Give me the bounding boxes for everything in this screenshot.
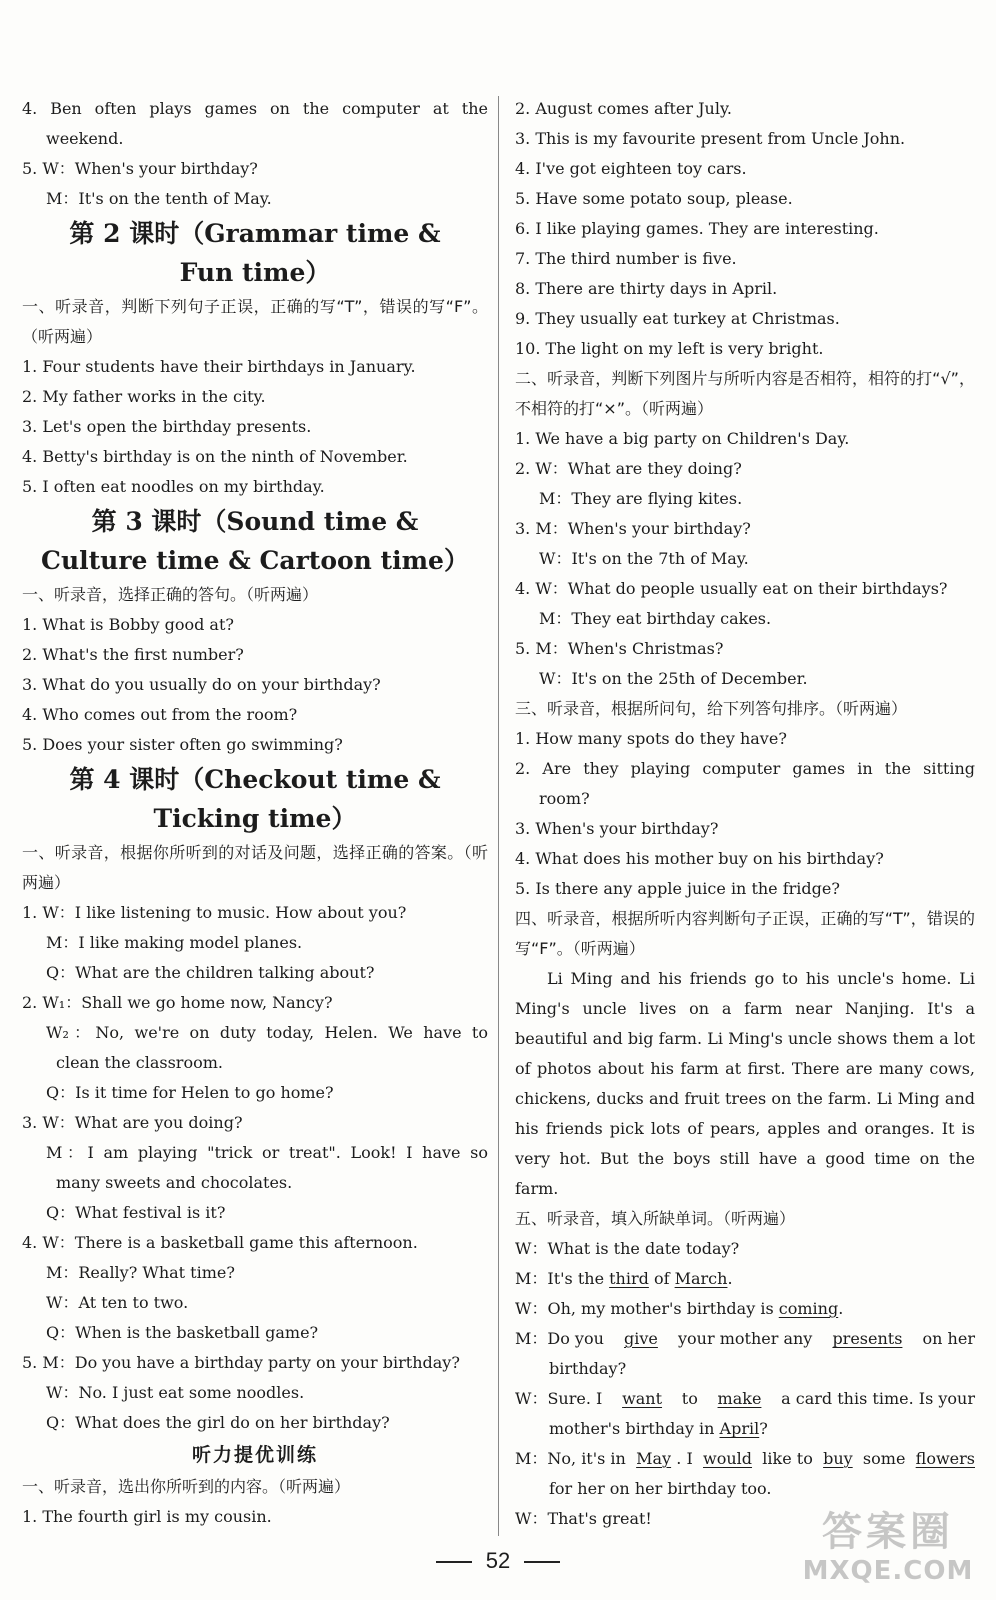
text-line: M：I am playing "trick or treat". Look! I have so [46, 1143, 488, 1162]
text-line: 4. Ben often plays games on the computer at the [22, 99, 488, 118]
text-line: 10. The light on my left is very bright. [515, 339, 824, 358]
filled-blank-word: presents [832, 1329, 903, 1348]
page-number-text: 52 [485, 1548, 511, 1573]
text-segment: to [676, 1389, 703, 1408]
watermark-url: MXQE.COM [802, 1556, 974, 1586]
section-title: Culture time & Cartoon time） [41, 546, 469, 575]
text-line: 3. M：When's your birthday? [515, 519, 751, 538]
exercise-instruction: 二、听录音，判断下列图片与所听内容是否相符，相符的打“√”，不相符的打“×”。（听两遍） [515, 369, 975, 418]
text-line: W：What is the date today? [515, 1239, 740, 1258]
text-line: M：Really? What time? [46, 1263, 235, 1282]
text-line: room? [539, 789, 590, 808]
section-title: Fun time） [179, 258, 331, 287]
page-number-dash-right [524, 1561, 560, 1563]
text-line: 5. M：When's Christmas? [515, 639, 724, 658]
filled-blank-word: March [674, 1269, 728, 1288]
text-line: 7. The third number is five. [515, 249, 737, 268]
text-line: birthday? [549, 1359, 627, 1378]
section-title: 第 3 课时（Sound time & [91, 507, 419, 536]
text-segment: M：No, it's in [515, 1449, 631, 1468]
text-segment: W：Sure. I [515, 1389, 608, 1408]
text-line: Q：What festival is it? [46, 1203, 226, 1222]
text-line: 2. W₁：Shall we go home now, Nancy? [22, 993, 333, 1012]
exercise-instruction: 一、听录音，判断下列句子正误，正确的写“T”，错误的写“F”。（听两遍） [22, 297, 488, 346]
filled-blank-word: coming [778, 1299, 839, 1318]
text-segment: a card this time. Is your [776, 1389, 975, 1408]
filled-blank-word: would [703, 1449, 753, 1468]
text-segment: . I [676, 1449, 698, 1468]
text-line: Q：What does the girl do on her birthday? [46, 1413, 390, 1432]
text-line: 4. W：What do people usually eat on their birthdays? [515, 579, 948, 598]
text-line: 2. My father works in the city. [22, 387, 266, 406]
section-title: 第 4 课时（Checkout time & [69, 765, 441, 794]
text-line: 1. W：I like listening to music. How about you? [22, 903, 407, 922]
text-segment: like to [757, 1449, 818, 1468]
fill-blank-line [515, 1264, 975, 1294]
text-segment: on her [917, 1329, 975, 1348]
text-line: 4. Who comes out from the room? [22, 705, 298, 724]
text-line: 8. There are thirty days in April. [515, 279, 778, 298]
text-line: M：They eat birthday cakes. [539, 609, 772, 628]
text-line: 2. Are they playing computer games in the sitting [515, 759, 975, 778]
text-segment: mother's birthday in [549, 1419, 720, 1438]
page-number-dash-left [436, 1561, 472, 1563]
exercise-instruction: 三、听录音，根据所问句，给下列答句排序。（听两遍） [515, 699, 908, 718]
text-line: 3. Let's open the birthday presents. [22, 417, 312, 436]
text-line: 3. This is my favourite present from Uncle John. [515, 129, 906, 148]
fill-blank-line [515, 1414, 975, 1444]
text-line: 4. What does his mother buy on his birthday? [515, 849, 884, 868]
text-line: 9. They usually eat turkey at Christmas. [515, 309, 840, 328]
exercise-instruction: 一、听录音，选出你所听到的内容。（听两遍） [22, 1477, 351, 1496]
section-title: 第 2 课时（Grammar time & [69, 219, 441, 248]
text-line: W：That's great! [515, 1509, 652, 1528]
text-line: 5. I often eat noodles on my birthday. [22, 477, 325, 496]
text-line: 6. I like playing games. They are interesting. [515, 219, 879, 238]
text-line: M：It's on the tenth of May. [46, 189, 272, 208]
text-line: M：They are flying kites. [539, 489, 743, 508]
text-line: weekend. [46, 129, 124, 148]
exercise-instruction: 一、听录音，选择正确的答句。（听两遍） [22, 585, 319, 604]
text-segment: W：Oh, my mother's birthday is [515, 1299, 779, 1318]
section-title: Ticking time） [153, 804, 357, 833]
text-line: 2. August comes after July. [515, 99, 732, 118]
text-line: 3. When's your birthday? [515, 819, 719, 838]
text-line: 1. The fourth girl is my cousin. [22, 1507, 272, 1526]
text-line: Q：What are the children talking about? [46, 963, 375, 982]
text-line: for her on her birthday too. [549, 1479, 772, 1498]
text-line: Q：Is it time for Helen to go home? [46, 1083, 334, 1102]
watermark-logo [788, 1508, 988, 1592]
column-divider [498, 96, 499, 1536]
filled-blank-word: flowers [915, 1449, 975, 1468]
fill-blank-line [515, 1324, 975, 1354]
filled-blank-word: May [636, 1449, 672, 1468]
filled-blank-word: buy [823, 1449, 853, 1468]
text-segment: . [838, 1299, 844, 1318]
right-column [515, 94, 975, 1534]
text-segment: M：Do you [515, 1329, 609, 1348]
filled-blank-word: third [609, 1269, 649, 1288]
text-line: 1. What is Bobby good at? [22, 615, 234, 634]
text-segment: M：It's the [515, 1269, 610, 1288]
text-line: W：No. I just eat some noodles. [46, 1383, 305, 1402]
text-line: clean the classroom. [56, 1053, 223, 1072]
text-line: W：It's on the 25th of December. [539, 669, 808, 688]
watermark-text: 答案圈 [822, 1509, 954, 1555]
filled-blank-word: April [719, 1419, 760, 1438]
exercise-instruction: 四、听录音，根据所听内容判断句子正误，正确的写“T”，错误的写“F”。（听两遍） [515, 909, 975, 958]
text-line: W：It's on the 7th of May. [539, 549, 749, 568]
filled-blank-word: want [622, 1389, 663, 1408]
text-line: 1. We have a big party on Children's Day. [515, 429, 850, 448]
text-line: 2. What's the first number? [22, 645, 244, 664]
text-line: 5. M：Do you have a birthday party on your birthday? [22, 1353, 460, 1372]
exercise-instruction: 一、听录音，根据你所听到的对话及问题，选择正确的答案。（听两遍） [22, 843, 488, 892]
text-segment: some [857, 1449, 911, 1468]
filled-blank-word: give [624, 1329, 658, 1348]
text-line: M：I like making model planes. [46, 933, 303, 952]
left-column [22, 94, 488, 1532]
text-line: 1. How many spots do they have? [515, 729, 787, 748]
filled-blank-word: make [717, 1389, 762, 1408]
text-line: 1. Four students have their birthdays in January. [22, 357, 416, 376]
section-subtitle: 听力提优训练 [191, 1444, 318, 1466]
text-segment: . [727, 1269, 733, 1288]
text-line: many sweets and chocolates. [56, 1173, 293, 1192]
fill-blank-line [515, 1384, 975, 1414]
exercise-instruction: 五、听录音，填入所缺单词。（听两遍） [515, 1209, 796, 1228]
text-line: 5. W：When's your birthday? [22, 159, 258, 178]
text-line: 4. Betty's birthday is on the ninth of November. [22, 447, 408, 466]
text-line: 3. W：What are you doing? [22, 1113, 243, 1132]
text-segment: ? [759, 1419, 768, 1438]
passage-paragraph: Li Ming and his friends go to his uncle's home. Li Ming's uncle lives on a farm near Nanjing. It's a beautiful and big farm. Li Ming's uncle shows them a lot of photos about his farm at first. There are many cows, chickens, ducks and fruit trees on the farm. Li Ming and his friends pick lots of pears, apples and oranges. It is very hot. But the boys still have a good time on the farm. [515, 969, 975, 1198]
fill-blank-line [515, 1444, 975, 1474]
text-line: Q：When is the basketball game? [46, 1323, 319, 1342]
text-line: W₂：No, we're on duty today, Helen. We have to [46, 1023, 488, 1042]
text-line: 5. Have some potato soup, please. [515, 189, 793, 208]
text-line: 4. I've got eighteen toy cars. [515, 159, 747, 178]
text-line: 5. Is there any apple juice in the fridge? [515, 879, 840, 898]
fill-blank-line [515, 1294, 975, 1324]
text-segment: of [648, 1269, 675, 1288]
text-line: 5. Does your sister often go swimming? [22, 735, 343, 754]
text-line: W：At ten to two. [46, 1293, 189, 1312]
text-segment: your mother any [672, 1329, 818, 1348]
text-line: 2. W：What are they doing? [515, 459, 742, 478]
text-line: 4. W：There is a basketball game this afternoon. [22, 1233, 418, 1252]
text-line: 3. What do you usually do on your birthday? [22, 675, 381, 694]
